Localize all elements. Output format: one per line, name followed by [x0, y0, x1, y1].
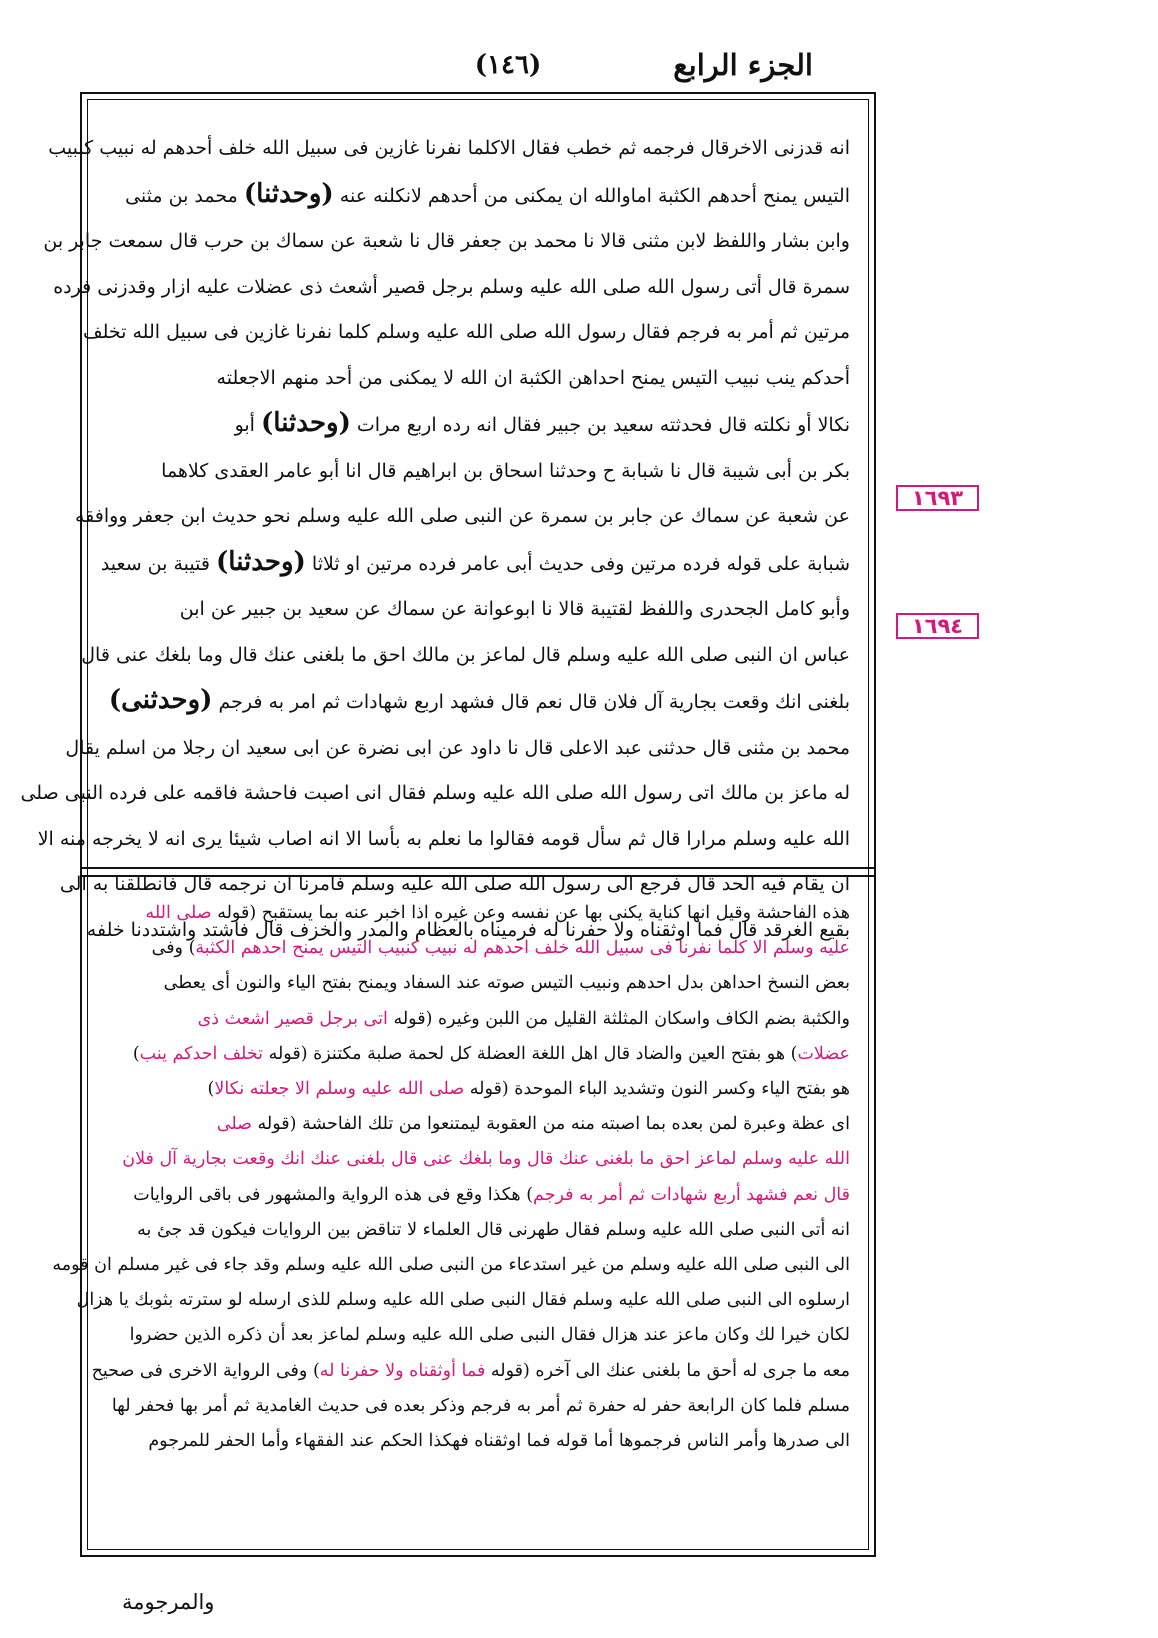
- text-segment: (قوله: [211, 903, 257, 923]
- text-segment: بلغنى انك وقعت بجارية آل فلان قال نعم قال فشهد اربع شهادات ثم امر به فرجم: [212, 691, 850, 713]
- text-segment: الى صدرها وأمر الناس فرجموها أما قوله فما اوثقناه فهكذا الحكم عند الفقهاء وأما الحفر للمرجوم: [148, 1431, 850, 1452]
- text-segment: سمرة قال أتى رسول الله صلى الله عليه وسلم برجل قصير أشعث ذى عضلات عليه ازار وقدزنى فرده: [53, 275, 850, 298]
- hadith-line: [108, 172, 850, 220]
- commentary-line: [108, 896, 850, 931]
- hadith-chain-marker: (وحدثنا): [243, 178, 334, 209]
- commentary-text-block: [52, 896, 850, 1528]
- text-segment: أبو: [234, 414, 261, 436]
- text-segment: وأبو كامل الجحدرى واللفظ لقتيبة قالا نا ابوعوانة عن سماك عن سعيد بن جبير عن ابن: [179, 598, 850, 620]
- quoted-phrase: عليه وسلم الا كلما نفرنا فى سبيل الله خلف احدهم له نبيب كنبيب التيس يمنح احدهم الكثبة: [195, 938, 850, 959]
- text-segment: قتيبة بن سعيد: [100, 552, 216, 575]
- text-segment: (قوله: [251, 1114, 297, 1135]
- commentary-line: [108, 1002, 850, 1037]
- quoted-phrase: عضلات: [797, 1043, 850, 1064]
- text-segment: ) وفى: [151, 938, 196, 959]
- quoted-phrase: صلى الله عليه وسلم الا جعلته نكالا: [214, 1079, 465, 1100]
- commentary-line: [91, 1354, 850, 1389]
- hadith-line: [37, 817, 850, 863]
- text-segment: (قوله: [263, 1043, 308, 1064]
- commentary-line: [52, 1248, 850, 1283]
- commentary-line: [108, 1213, 850, 1248]
- text-segment: (قوله: [485, 1360, 530, 1381]
- text-segment: اى عظة وعبرة لمن بعده بما اصبته منه من العقوبة ليمتنعوا من تلك الفاحشة: [296, 1114, 850, 1135]
- quoted-phrase: الله عليه وسلم لماعز احق ما بلغنى عنك قال وما بلغك عنى قال بلغنى عنك انك وقعت بجارية آل فلان: [122, 1149, 850, 1170]
- hadith-number-badge: ١٦٩٤: [896, 613, 979, 639]
- text-segment: عباس ان النبى صلى الله عليه وسلم قال لماعز بن مالك احق ما بلغنى عنك قال وما بلغك عنى قال: [81, 643, 850, 666]
- quoted-phrase: تخلف احدكم ينب: [139, 1043, 264, 1064]
- text-segment: لكان خيرا لك وكان ماعز عند هزال فقال النبى صلى الله عليه وسلم لماعز بعد أن ذكره الذين حضروا: [129, 1325, 850, 1346]
- text-segment: عن شعبة عن سماك عن جابر بن سمرة عن النبى صلى الله عليه وسلم نحو حديث ابن جعفر ووافقه: [74, 505, 850, 527]
- text-segment: التيس يمنح أحدهم الكثبة اماوالله ان يمكنى من أحدهم لانكلنه عنه: [333, 184, 850, 207]
- text-segment: بكر بن أبى شيبة قال نا شبابة ح وحدثنا اسحاق بن ابراهيم قال انا أبو عامر العقدى كلاهما: [161, 459, 850, 482]
- text-segment: معه ما جرى له أحق ما بلغنى عنك الى آخره: [529, 1360, 850, 1381]
- hadith-line: [100, 540, 850, 588]
- quoted-phrase: صلى الله: [145, 903, 212, 923]
- hadith-line: [82, 310, 850, 356]
- text-segment: مرتين ثم أمر به فرجم فقال رسول الله صلى الله عليه وسلم كلما نفرنا غازين فى سبيل الله تخلف: [82, 321, 850, 343]
- text-segment: بقيع الغرقد قال فما اوثقناه ولا حفرنا له فرميناه بالعظام والمدر والخزف قال فاشتد واشتددنا خلفه: [86, 918, 850, 941]
- hadith-line: [74, 494, 850, 540]
- text-segment: محمد بن مثنى قال حدثنى عبد الاعلى قال نا داود عن ابى نضرة عن ابى سعيد ان رجلا من اسلم يقال: [65, 736, 850, 759]
- commentary-line: [108, 1072, 850, 1107]
- hadith-line: [48, 126, 850, 172]
- text-segment: (قوله: [387, 1008, 433, 1029]
- text-segment: الى النبى صلى الله عليه وسلم من غير استدعاء من النبى صلى الله عليه وسلم وقد جاء فى غير مسلم ان قومه: [52, 1255, 850, 1276]
- commentary-line: [108, 966, 850, 1001]
- quoted-phrase: صلى: [216, 1114, 252, 1135]
- commentary-line: [108, 931, 850, 966]
- commentary-line: [108, 1424, 850, 1459]
- text-segment: وابن بشار واللفظ لابن مثنى قالا نا محمد بن جعفر قال نا شعبة عن سماك بن حرب قال سمعت جابر بن: [43, 230, 850, 252]
- quoted-phrase: فما أوثقناه ولا حفرنا له: [319, 1360, 486, 1381]
- hadith-number-badge: ١٦٩٣: [896, 485, 979, 511]
- hadith-line: [43, 219, 850, 265]
- text-segment: ) هكذا وقع فى هذه الرواية والمشهور فى باقى الروايات: [133, 1184, 534, 1205]
- hadith-line: [108, 449, 850, 495]
- hadith-line: [20, 771, 850, 817]
- quoted-phrase: اتى برجل قصير اشعث ذى: [197, 1008, 388, 1029]
- commentary-line: [108, 1107, 850, 1142]
- text-segment: انه أتى النبى صلى الله عليه وسلم فقال طهرنى قال العلماء لا تناقض بين الروايات فيكون قد جئ به: [137, 1219, 850, 1240]
- hadith-line: [108, 356, 850, 402]
- hadith-line: [53, 265, 850, 311]
- page-number: (١٤٦): [474, 50, 542, 80]
- hadith-chain-marker: (وحدثنا): [260, 408, 351, 438]
- hadith-chain-marker: (وحدثنا): [215, 546, 306, 577]
- commentary-line: [108, 1178, 850, 1213]
- hadith-line: [108, 587, 850, 633]
- catchword: والمرجومة: [122, 1590, 215, 1614]
- text-segment: الله عليه وسلم مرارا قال ثم سأل قومه فقالوا ما نعلم به بأسا الا انه اصاب شيئا يرى انه لا يخرجه منه الا: [37, 827, 850, 850]
- hadith-line: [65, 726, 850, 772]
- commentary-line: [108, 1318, 850, 1353]
- text-segment: والكثبة بضم الكاف واسكان المثلثة القليل من اللبن وغيره: [432, 1008, 850, 1029]
- text-segment: ): [207, 1079, 215, 1100]
- text-segment: محمد بن مثنى: [125, 184, 244, 207]
- text-segment: ) هو بفتح العين والضاد قال اهل اللغة العضلة كل لحمة صلبة مكتنزة: [307, 1043, 798, 1064]
- text-segment: ) وفى الرواية الاخرى فى صحيح: [91, 1360, 320, 1381]
- text-segment: هو بفتح الياء وكسر النون وتشديد الباء الموحدة: [508, 1079, 850, 1100]
- hadith-chain-marker: (وحدثنى): [108, 685, 213, 715]
- text-segment: هذه الفاحشة وقيل انها كناية يكنى بها عن نفسه وعن غيره اذا اخبر عنه بما يستقبح: [256, 903, 850, 923]
- text-segment: بعض النسخ احداهن بدل احدهم ونبيب التيس صوته عند السفاد ويمنح بفتح الياء والنون أى يعطى: [163, 973, 850, 994]
- hadith-line: [108, 401, 850, 449]
- quoted-phrase: قال نعم فشهد أربع شهادات ثم أمر به فرجم: [533, 1184, 850, 1205]
- text-segment: شبابة على قوله فرده مرتين وفى حديث أبى عامر فرده مرتين او ثلاثا: [305, 552, 850, 575]
- commentary-line: [108, 1142, 850, 1177]
- commentary-line: [108, 1389, 850, 1424]
- commentary-line: [108, 1037, 850, 1072]
- text-segment: (قوله: [464, 1079, 509, 1100]
- text-segment: نكالا أو نكلته قال فحدثته سعيد بن جبير فقال انه رده اربع مرات: [350, 414, 850, 436]
- text-segment: ارسلوه الى النبى صلى الله عليه وسلم فقال النبى صلى الله عليه وسلم للذى ارسله لو سترته بثوبك يا هزال: [76, 1290, 850, 1311]
- hadith-line: [108, 678, 850, 726]
- text-segment: ): [132, 1043, 140, 1064]
- text-segment: انه قدزنى الاخرقال فرجمه ثم خطب فقال الاكلما نفرنا غازين فى سبيل الله خلف أحدهم له نبيب كنبيب: [48, 137, 850, 159]
- text-segment: ان يقام فيه الحد قال فرجع الى رسول الله صلى الله عليه وسلم فامرنا ان نرجمه قال فانطلقنا به الى: [59, 873, 850, 895]
- text-segment: أحدكم ينب نبيب التيس يمنح احداهن الكثبة ان الله لا يمكنى من أحد منهم الاجعلته: [216, 366, 850, 389]
- hadith-line: [81, 633, 850, 679]
- part-title: الجزء الرابع: [673, 48, 813, 82]
- commentary-line: [76, 1283, 850, 1318]
- text-segment: مسلم فلما كان الرابعة حفر له حفرة ثم أمر به فرجم وذكر بعده فى حديث الغامدية ثم أمر بها فحفر لها: [111, 1395, 850, 1416]
- text-segment: له ماعز بن مالك اتى رسول الله صلى الله عليه وسلم فقال انى اصبت فاحشة فاقمه على فرده النبى صلى: [20, 782, 850, 804]
